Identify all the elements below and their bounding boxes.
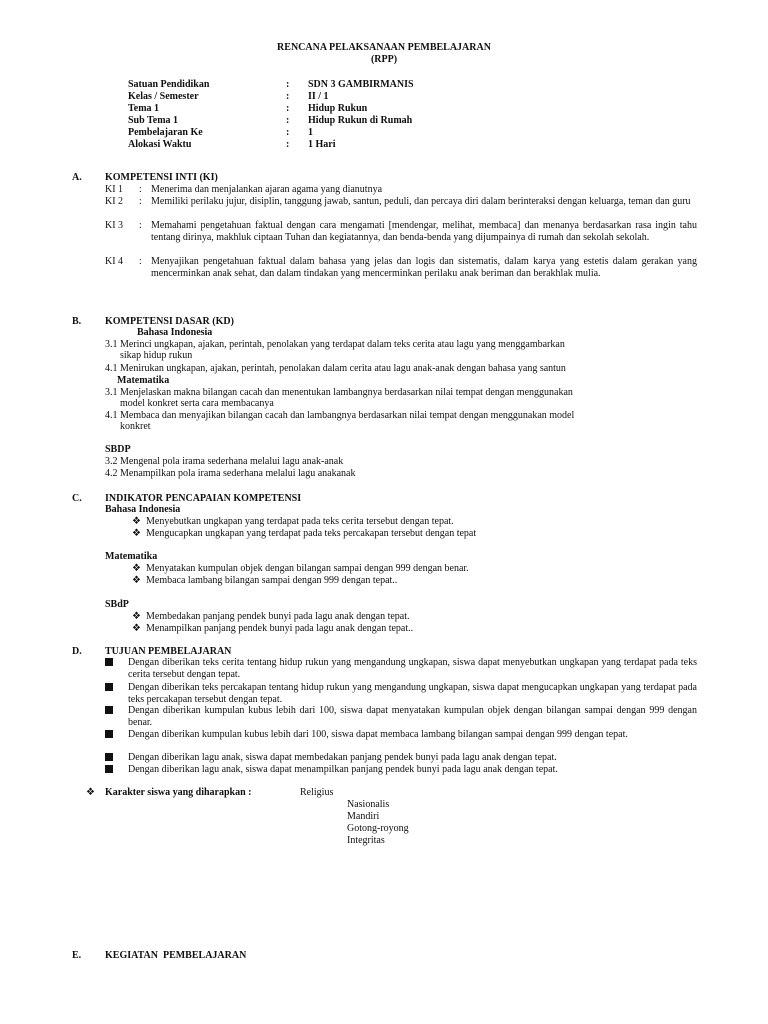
- section-letter: B.: [72, 316, 82, 327]
- list-item: ❖ Menampilkan panjang pendek bunyi pada lagu anak dengan tepat..: [132, 623, 414, 634]
- square-bullet-icon: [105, 706, 113, 718]
- kd-item-cont: model konkret serta cara membacanya: [120, 398, 274, 409]
- kd-item-cont: sikap hidup rukun: [120, 350, 193, 361]
- objective-item: Dengan diberikan lagu anak, siswa dapat menampilkan panjang pendek bunyi pada lagu anak dengan tepat.: [128, 764, 558, 775]
- section-heading: TUJUAN PEMBELAJARAN: [105, 646, 232, 657]
- section-heading: KOMPETENSI DASAR (KD): [105, 316, 234, 327]
- section-letter: E.: [72, 950, 82, 961]
- identity-value: Hidup Rukun di Rumah: [308, 115, 413, 126]
- identity-colon: :: [286, 115, 290, 126]
- identity-colon: :: [286, 139, 290, 150]
- section-heading: INDIKATOR PENCAPAIAN KOMPETENSI: [105, 493, 302, 504]
- list-item: ❖ Membaca lambang bilangan sampai dengan 999 dengan tepat..: [132, 575, 398, 586]
- kd-item: 3.2 Mengenal pola irama sederhana melalui lagu anak-anak: [105, 456, 344, 467]
- identity-value: Hidup Rukun: [308, 103, 368, 114]
- kd-item: 3.1 Menjelaskan makna bilangan cacah dan menentukan lambangnya berdasarkan nilai tempat dengan menggunakan: [105, 387, 573, 398]
- diamond-bullet-icon: ❖: [132, 528, 141, 539]
- section-letter: A.: [72, 172, 82, 183]
- page-title: RENCANA PELAKSANAAN PEMBELAJARAN: [277, 42, 491, 53]
- identity-label: Tema 1: [128, 103, 160, 114]
- identity-value: SDN 3 GAMBIRMANIS: [308, 79, 414, 90]
- section-letter: D.: [72, 646, 82, 657]
- identity-label: Pembelajaran Ke: [128, 127, 203, 138]
- karakter-value: Gotong-royong: [347, 823, 409, 834]
- objective-item: Dengan diberikan teks cerita tentang hidup rukun yang mengandung ungkapan, siswa dapat menyebutkan ungkapan yang terdapat pada teks cerita tersebut dengan tepat.: [128, 657, 697, 680]
- diamond-bullet-icon: ❖: [86, 787, 95, 798]
- diamond-bullet-icon: ❖: [132, 575, 141, 586]
- square-bullet-icon: [105, 765, 113, 777]
- square-bullet-icon: [105, 753, 113, 765]
- diamond-bullet-icon: ❖: [132, 516, 141, 527]
- ki-text: Menyajikan pengetahuan faktual dalam bahasa yang jelas dan logis dan sistematis, dalam karya yang estetis dalam gerakan yang mencerminkan anak sehat, dan dalam tindakan yang mencerminkan perilaku anak beriman dan berakhlak mulia.: [151, 256, 697, 279]
- kd-item: 4.1 Membaca dan menyajikan bilangan cacah dan lambangnya berdasarkan nilai tempat dengan menggunakan model: [105, 410, 575, 421]
- ki-colon: :: [139, 196, 142, 207]
- identity-value: 1: [308, 127, 313, 138]
- identity-colon: :: [286, 91, 290, 102]
- kd-item: 4.1 Menirukan ungkapan, ajakan, perintah, penolakan dalam cerita atau lagu anak-anak dengan bahasa yang santun: [105, 363, 566, 374]
- list-item: ❖ Menyebutkan ungkapan yang terdapat pada teks cerita tersebut dengan tepat.: [132, 516, 454, 527]
- identity-label: Satuan Pendidikan: [128, 79, 210, 90]
- objective-item: Dengan diberikan lagu anak, siswa dapat membedakan panjang pendek bunyi pada lagu anak dengan tepat.: [128, 752, 557, 763]
- diamond-bullet-icon: ❖: [132, 563, 141, 574]
- karakter-value: Mandiri: [347, 811, 380, 822]
- page-subtitle: (RPP): [370, 54, 398, 65]
- square-bullet-icon: [105, 730, 113, 742]
- subject-heading: Matematika: [117, 375, 170, 386]
- section-letter: C.: [72, 493, 82, 504]
- section-heading: KOMPETENSI INTI (KI): [105, 172, 218, 183]
- identity-label: Alokasi Waktu: [128, 139, 192, 150]
- karakter-label: Karakter siswa yang diharapkan :: [105, 787, 252, 798]
- karakter-value: Religius: [300, 787, 334, 798]
- karakter-value: Integritas: [347, 835, 385, 846]
- kd-item: 4.2 Menampilkan pola irama sederhana melalui lagu anakanak: [105, 468, 356, 479]
- diamond-bullet-icon: ❖: [132, 611, 141, 622]
- ki-text: Memahami pengetahuan faktual dengan cara mengamati [mendengar, melihat, membaca] dan menanya berdasarkan rasa ingin tahu tentang dirinya, makhluk ciptaan Tuhan dan kegiatannya, dan benda-benda yang dijumpainya di rumah dan sekolah sekolah.: [151, 220, 697, 243]
- ki-colon: :: [139, 256, 142, 267]
- ki-colon: :: [139, 220, 142, 231]
- ki-code: KI 2: [105, 196, 124, 207]
- subject-heading: Matematika: [105, 551, 158, 562]
- square-bullet-icon: [105, 683, 113, 695]
- objective-item: Dengan diberikan kumpulan kubus lebih dari 100, siswa dapat membaca lambang bilangan sampai dengan 999 dengan tepat.: [128, 729, 628, 740]
- subject-heading: Bahasa Indonesia: [105, 504, 181, 515]
- kd-item: 3.1 Merinci ungkapan, ajakan, perintah, penolakan yang terdapat dalam teks cerita atau lagu yang menggambarkan: [105, 339, 565, 350]
- ki-code: KI 1: [105, 184, 124, 195]
- identity-colon: :: [286, 79, 290, 90]
- objective-item: Dengan diberikan kumpulan kubus lebih dari 100, siswa dapat menyatakan kumpulan objek dengan bilangan sampai dengan 999 dengan benar.: [128, 705, 697, 728]
- ki-colon: :: [139, 184, 142, 195]
- diamond-bullet-icon: ❖: [132, 623, 141, 634]
- kd-item-cont: konkret: [120, 421, 151, 432]
- ki-code: KI 4: [105, 256, 124, 267]
- subject-heading: SBDP: [105, 444, 131, 455]
- ki-text: Menerima dan menjalankan ajaran agama yang dianutnya: [151, 184, 383, 195]
- ki-text: Memiliki perilaku jujur, disiplin, tanggung jawab, santun, peduli, dan percaya diri dalam berinteraksi dengan keluarga, teman dan guru: [151, 196, 691, 207]
- identity-value: II / 1: [308, 91, 329, 102]
- ki-code: KI 3: [105, 220, 124, 231]
- karakter-value: Nasionalis: [347, 799, 390, 810]
- subject-heading: Bahasa Indonesia: [137, 327, 213, 338]
- identity-colon: :: [286, 127, 290, 138]
- identity-label: Sub Tema 1: [128, 115, 179, 126]
- square-bullet-icon: [105, 658, 113, 670]
- objective-item: Dengan diberikan teks percakapan tentang hidup rukun yang mengandung ungkapan, siswa dapat mengucapkan ungkapan yang terdapat pada teks percakapan tersebut dengan tepat.: [128, 682, 697, 705]
- list-item: ❖ Mengucapkan ungkapan yang terdapat pada teks percakapan tersebut dengan tepat: [132, 528, 477, 539]
- list-item: ❖ Menyatakan kumpulan objek dengan bilangan sampai dengan 999 dengan benar.: [132, 563, 469, 574]
- identity-colon: :: [286, 103, 290, 114]
- list-item: ❖ Membedakan panjang pendek bunyi pada lagu anak dengan tepat.: [132, 611, 410, 622]
- identity-value: 1 Hari: [308, 139, 336, 150]
- identity-label: Kelas / Semester: [128, 91, 199, 102]
- section-heading: KEGIATAN PEMBELAJARAN: [105, 950, 247, 961]
- subject-heading: SBdP: [105, 599, 129, 610]
